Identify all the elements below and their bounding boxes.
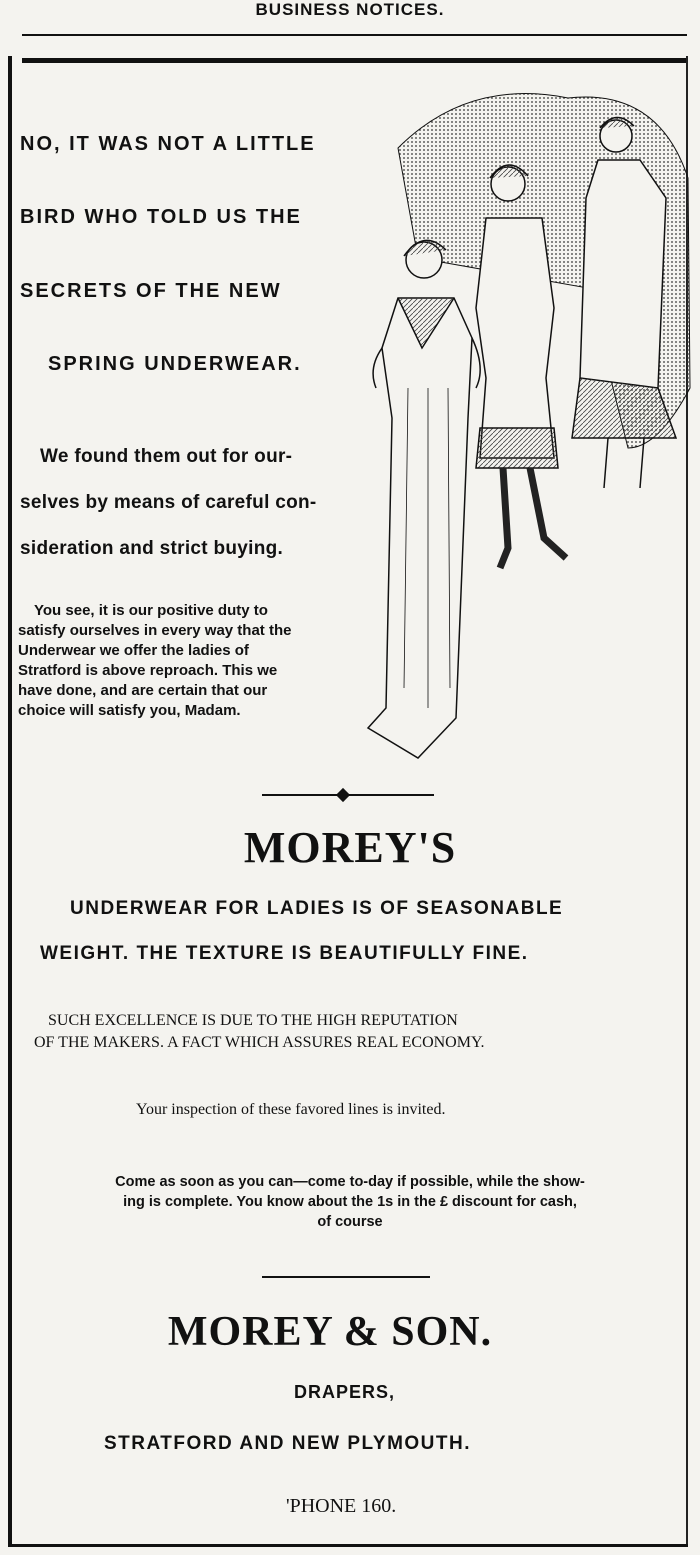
firm-name: MOREY & SON. [167, 1309, 493, 1355]
section-rule [262, 1276, 430, 1278]
ornament-divider [262, 790, 434, 800]
paragraph-line-6: choice will satisfy you, Madam. [18, 702, 241, 719]
come-paragraph [40, 1172, 660, 1232]
intro-line-2: selves by means of careful con- [20, 492, 317, 513]
frame-top-rule [22, 58, 686, 63]
excellence-line-2: OF THE MAKERS. A FACT WHICH ASSURES REAL ECONOMY. [34, 1034, 485, 1051]
section-header: BUSINESS NOTICES. [255, 0, 445, 19]
excellence-line-1: SUCH EXCELLENCE IS DUE TO THE HIGH REPUTATION [48, 1012, 458, 1029]
location-line: STRATFORD AND NEW PLYMOUTH. [104, 1433, 472, 1454]
paragraph-line-4: Stratford is above reproach. This we [18, 662, 278, 679]
paragraph-line-3: Underwear we offer the ladies of [18, 642, 249, 659]
inspection-line: Your inspection of these favored lines is invited. [136, 1101, 446, 1118]
tagline-line-2: WEIGHT. THE TEXTURE IS BEAUTIFULLY FINE. [40, 943, 529, 964]
come-line-3: of course [317, 1214, 383, 1230]
come-line-1: Come as soon as you can—come to-day if possible, while the show- [115, 1174, 585, 1190]
headline-line-3: SECRETS OF THE NEW [20, 280, 282, 302]
brand-name: MOREY'S [243, 823, 457, 872]
headline-line-1: NO, IT WAS NOT A LITTLE [20, 133, 316, 155]
intro-line-3: sideration and strict buying. [20, 538, 284, 559]
ladies-underwear-illustration [358, 88, 693, 768]
paragraph-line-1: You see, it is our positive duty to [34, 602, 268, 619]
figure-left [368, 240, 480, 758]
paragraph-line-5: have done, and are certain that our [18, 682, 268, 699]
intro-line-1: We found them out for our- [40, 446, 293, 467]
phone-line: 'PHONE 160. [286, 1495, 397, 1517]
paragraph-line-2: satisfy ourselves in every way that the [18, 622, 292, 639]
headline-line-4: SPRING UNDERWEAR. [48, 353, 302, 375]
frame-bottom-border [8, 1544, 688, 1547]
header-rule [22, 34, 687, 36]
come-line-2: ing is complete. You know about the 1s in the £ discount for cash, [123, 1194, 577, 1210]
tagline-line-1: UNDERWEAR FOR LADIES IS OF SEASONABLE [70, 898, 564, 919]
trade-line: DRAPERS, [294, 1382, 396, 1402]
paragraph-body [18, 601, 358, 721]
headline-line-2: BIRD WHO TOLD US THE [20, 206, 302, 228]
